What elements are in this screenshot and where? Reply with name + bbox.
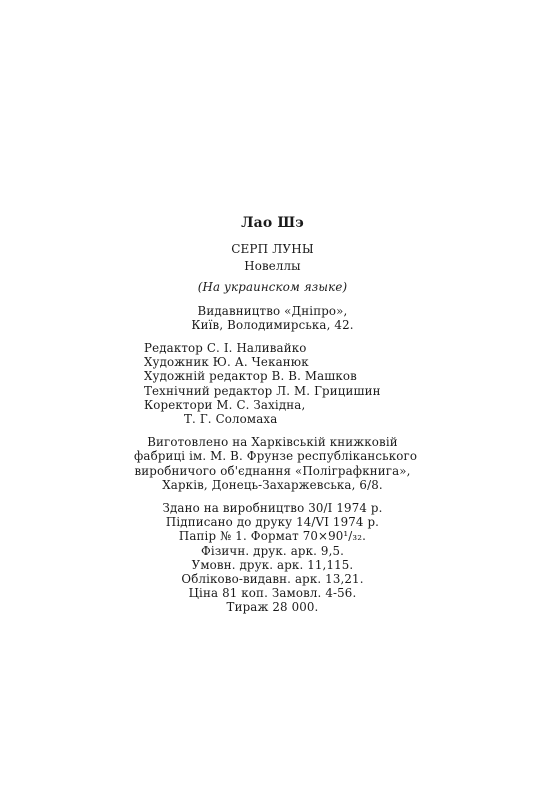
crew-line: Коректори М. С. Західна, [144, 397, 306, 412]
editorial-crew [140, 341, 405, 426]
manufacture-line: Харків, Донець-Захаржевська, 6/8. [162, 477, 383, 492]
crew-line: Технічний редактор Л. М. Грицишин [144, 383, 381, 398]
print-detail-line: Фізичн. друк. арк. 9,5. [200, 543, 345, 558]
manufacture-line: Виготовлено на Харківській книжковій [147, 435, 398, 450]
language-note: (На украинском языке) [197, 280, 348, 295]
print-detail-line: Ціна 81 коп. Замовл. 4-56. [188, 586, 357, 601]
manufacture-line: виробничого об'єднання «Поліграфкнига», [134, 463, 411, 478]
manufacture-line: фабриці ім. М. В. Фрунзе республіканського [134, 449, 418, 464]
crew-line: Т. Г. Соломаха [184, 412, 278, 427]
print-details [140, 501, 405, 615]
print-detail-line: Тираж 28 000. [226, 600, 319, 615]
crew-line: Редактор С. І. Наливайко [144, 341, 307, 356]
book-genre: Новеллы [244, 259, 301, 274]
publisher-address: Київ, Володимирська, 42. [191, 317, 354, 332]
publisher-name: Видавництво «Дніпро», [197, 303, 348, 318]
manufacture-info [134, 435, 418, 492]
book-title: СЕРП ЛУНЫ [231, 242, 314, 256]
crew-line: Художній редактор В. В. Машков [144, 369, 357, 384]
colophon-block [134, 214, 418, 615]
author-name: Лао Шэ [241, 215, 304, 231]
print-detail-line: Здано на виробництво 30/I 1974 р. [162, 501, 383, 516]
publisher-info [140, 304, 405, 332]
crew-line: Художник Ю. А. Чеканюк [144, 355, 309, 370]
print-detail-line: Обліково-видавн. арк. 13,21. [181, 572, 364, 587]
print-detail-line: Підписано до друку 14/VI 1974 р. [165, 515, 380, 530]
print-detail-line: Папір № 1. Формат 70×90¹/₃₂. [178, 529, 367, 544]
print-detail-line: Умовн. друк. арк. 11,115. [191, 557, 354, 572]
